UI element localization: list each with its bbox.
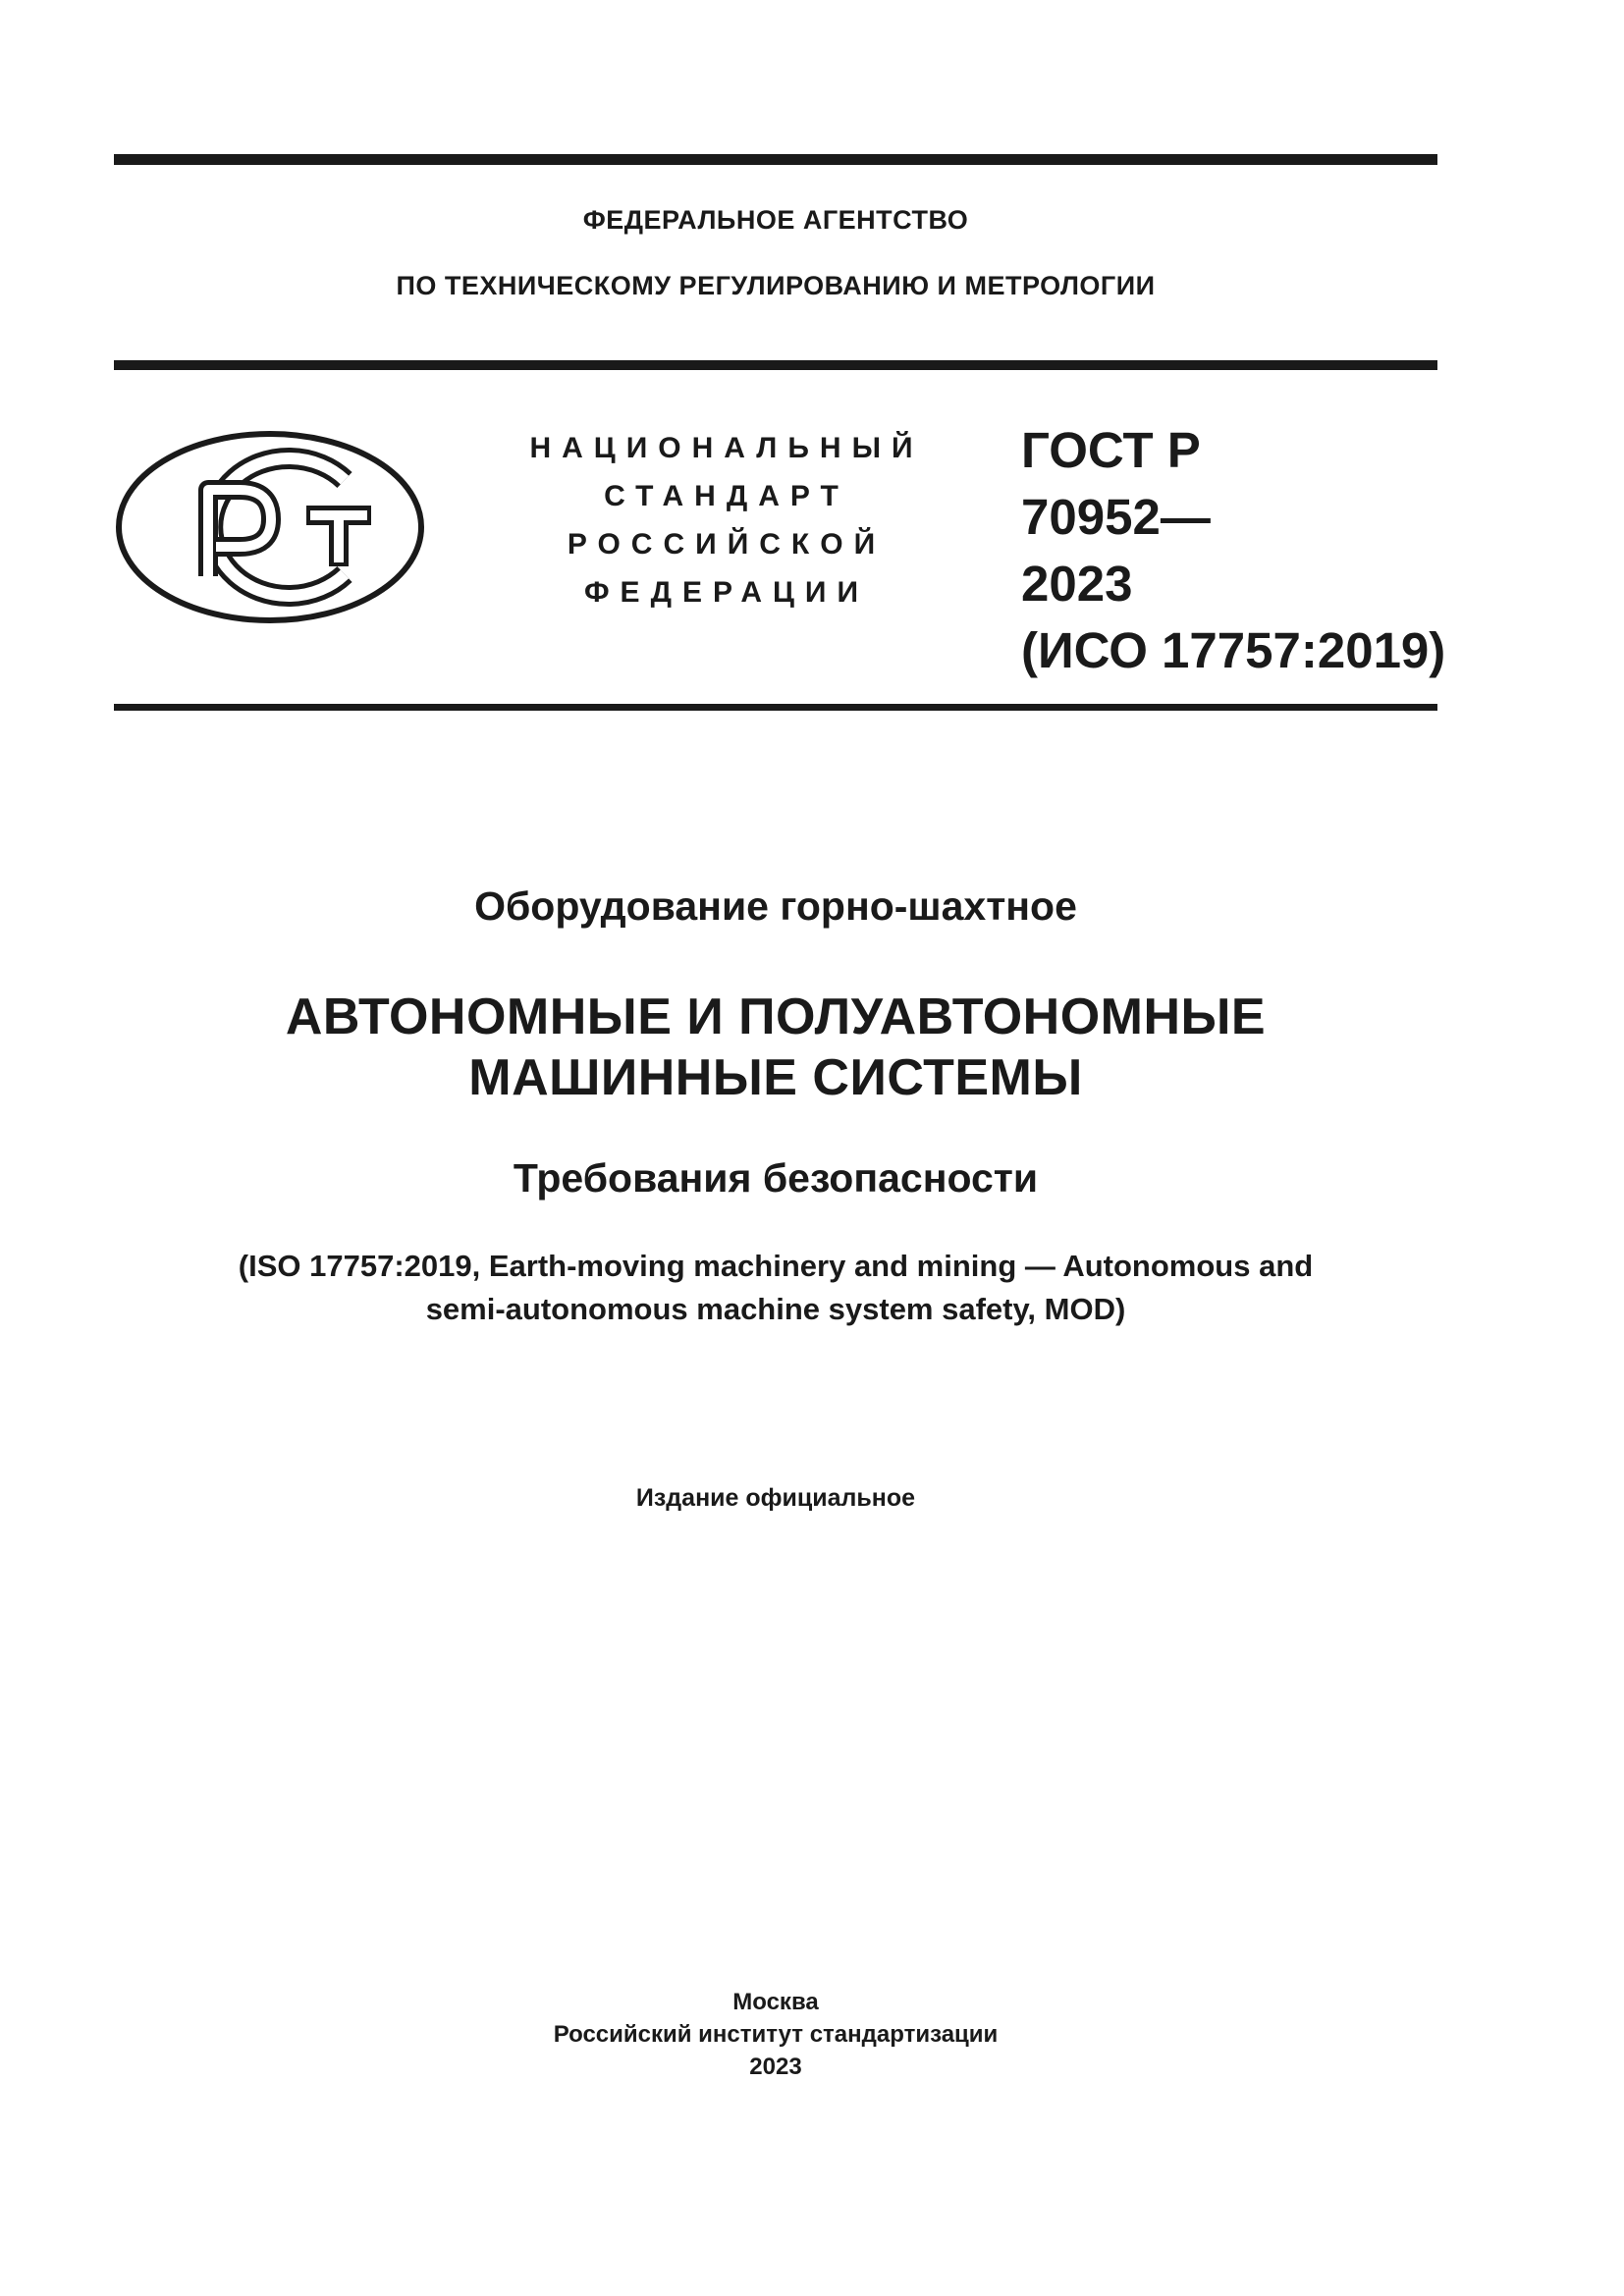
- national-line-4: ФЕДЕРАЦИИ: [583, 576, 870, 609]
- national-line-1: НАЦИОНАЛЬНЫЙ: [529, 432, 924, 464]
- agency-name-line2: ПО ТЕХНИЧЕСКОМУ РЕГУЛИРОВАНИЮ И МЕТРОЛОГИИ: [396, 271, 1156, 300]
- gost-line-1: ГОСТ Р: [1021, 422, 1201, 478]
- national-line-3: РОССИЙСКОЙ: [567, 528, 887, 561]
- document-main-title: [114, 987, 1437, 1108]
- national-standard-label: [491, 424, 962, 616]
- document-subject: Оборудование горно-шахтное: [474, 883, 1077, 929]
- document-subtitle: Требования безопасности: [513, 1155, 1039, 1201]
- iso-reference-line1: (ISO 17757:2019, Earth-moving machinery and mining — Autonomous and: [238, 1249, 1314, 1283]
- standard-designation: [1021, 417, 1445, 684]
- publisher-city: Москва: [732, 1989, 819, 2015]
- publisher-institute: Российский институт стандартизации: [553, 2021, 999, 2048]
- main-title-line1: АВТОНОМНЫЕ И ПОЛУАВТОНОМНЫЕ: [285, 988, 1267, 1045]
- publisher-block: [114, 1986, 1437, 2083]
- rst-certification-mark-icon: [114, 429, 426, 625]
- gost-line-4: (ИСО 17757:2019): [1021, 622, 1446, 678]
- main-title-line2: МАШИННЫЕ СИСТЕМЫ: [468, 1049, 1083, 1106]
- bottom-rule: [114, 704, 1437, 711]
- publisher-year: 2023: [749, 2054, 802, 2080]
- gost-line-2: 70952—: [1021, 489, 1211, 545]
- national-line-2: СТАНДАРТ: [604, 480, 849, 512]
- agency-name-line1: ФЕДЕРАЛЬНОЕ АГЕНТСТВО: [582, 205, 969, 235]
- middle-rule: [114, 360, 1437, 370]
- iso-reference-line2: semi-autonomous machine system safety, MOD): [425, 1292, 1126, 1326]
- iso-reference: [114, 1245, 1437, 1331]
- edition-label: Издание официальное: [635, 1484, 916, 1512]
- top-rule: [114, 154, 1437, 165]
- gost-line-3: 2023: [1021, 556, 1133, 612]
